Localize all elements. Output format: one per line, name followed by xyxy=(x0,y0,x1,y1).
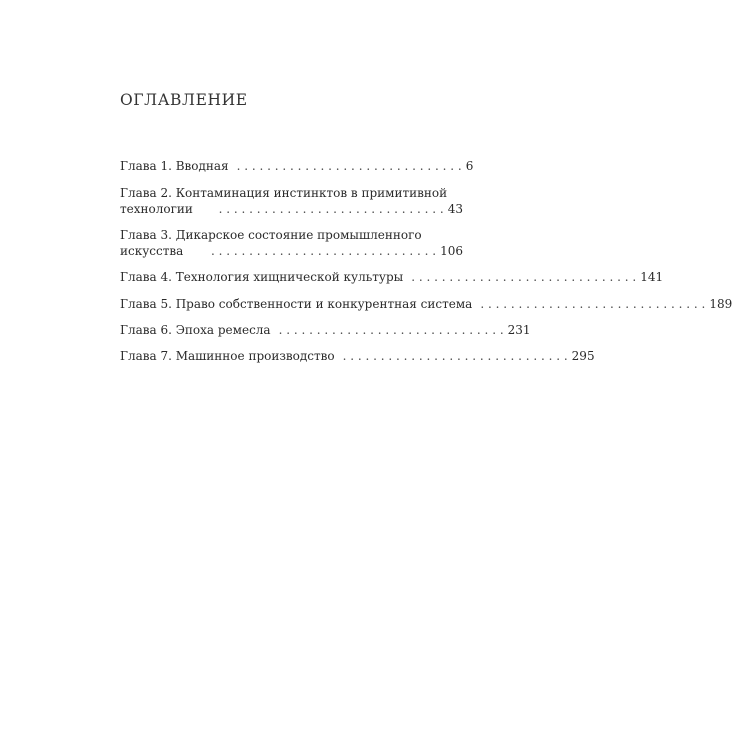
toc-entry-label-continued: искусства xyxy=(120,244,184,258)
toc-entry-page: 141 xyxy=(640,270,664,284)
dot-leader: . . . . . . . . . . . . . . . . . . . . . . . . . . . . . . xyxy=(411,270,637,284)
toc-entry-2 xyxy=(120,185,463,217)
toc-entry-page: 6 xyxy=(465,159,474,173)
toc-entry-4 xyxy=(120,269,664,285)
toc-entry-page: 231 xyxy=(507,323,531,337)
toc-entry-page: 106 xyxy=(440,244,463,258)
toc-entry-label: Глава 6. Эпоха ремесла xyxy=(120,323,271,337)
toc-entry-1 xyxy=(120,158,474,174)
toc-entry-label-continued: технологии xyxy=(120,202,193,216)
toc-entry-label: Глава 4. Технология хищнической культуры xyxy=(120,270,404,284)
dot-leader: . . . . . . . . . . . . . . . . . . . . . . . . . . . . . . xyxy=(480,297,706,311)
dot-leader: . . . . . . . . . . . . . . . . . . . . . . . . . . . . . . xyxy=(218,202,444,216)
toc-entry-label: Глава 5. Право собственности и конкурентная система xyxy=(120,297,473,311)
toc-entry-page: 43 xyxy=(447,202,463,216)
toc-entry-label: Глава 7. Машинное производство xyxy=(120,349,335,363)
toc-title: ОГЛАВЛЕНИЕ xyxy=(120,91,248,109)
dot-leader: . . . . . . . . . . . . . . . . . . . . . . . . . . . . . . xyxy=(342,349,568,363)
toc-entry-page: 295 xyxy=(571,349,595,363)
dot-leader: . . . . . . . . . . . . . . . . . . . . . . . . . . . . . . xyxy=(236,159,462,173)
dot-leader: . . . . . . . . . . . . . . . . . . . . . . . . . . . . . . xyxy=(278,323,504,337)
toc-entry-5 xyxy=(120,296,732,312)
toc-entry-label: Глава 1. Вводная xyxy=(120,159,229,173)
toc-entry-page: 189 xyxy=(709,297,732,311)
toc-entry-label: Глава 2. Контаминация инстинктов в примитивной xyxy=(120,186,448,200)
toc-entry-7 xyxy=(120,348,595,364)
toc-entry-3 xyxy=(120,227,463,259)
toc-entry-label: Глава 3. Дикарское состояние промышленного xyxy=(120,228,422,242)
dot-leader: . . . . . . . . . . . . . . . . . . . . . . . . . . . . . . xyxy=(211,244,437,258)
toc-entry-6 xyxy=(120,322,531,338)
